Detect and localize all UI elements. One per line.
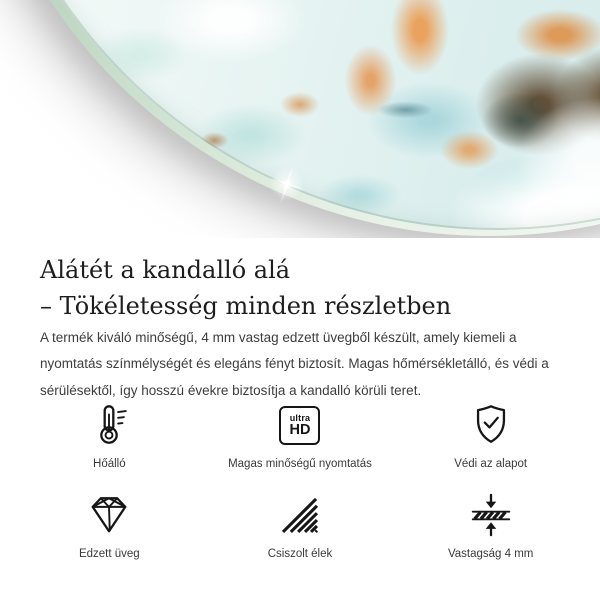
ultra-hd-icon (279, 402, 320, 448)
feature-heat-resistant (14, 402, 205, 470)
feature-polished-edges (205, 492, 396, 560)
diamond-icon (86, 492, 132, 538)
thermometer-icon (86, 402, 132, 448)
ultra-hd-badge-top: ultra (289, 412, 311, 423)
shield-check-icon (468, 402, 514, 448)
feature-protects-base (395, 402, 586, 470)
product-photo (0, 0, 600, 238)
feature-label: Hőálló (93, 458, 126, 470)
feature-label: Védi az alapot (454, 458, 528, 470)
feature-thickness-4mm (395, 492, 586, 560)
feature-label: Vastagság 4 mm (447, 548, 534, 560)
product-description-text: A termék kiváló minőségű, 4 mm vastag edzett üvegből készült, amely kiemeli a nyomtatás színmélységét és elegáns fényt biztosít. Magas hőmérsékletálló, és védi a sérülésektől, így hosszú évekre biztosítja a kandalló körüli teret. (40, 329, 549, 398)
page-title (40, 252, 570, 324)
feature-high-quality-print (205, 402, 396, 470)
polished-edges-icon (278, 492, 322, 538)
feature-label: Csiszolt élek (267, 548, 333, 560)
feature-tempered-glass (14, 492, 205, 560)
thickness-icon (468, 492, 514, 538)
ultra-hd-badge-bottom: HD (289, 421, 311, 438)
feature-grid (14, 402, 586, 560)
page-title-line2: – Tökéletesség minden részletben (40, 292, 452, 321)
feature-label: Magas minőségű nyomtatás (228, 458, 372, 470)
page-title-line1: Alátét a kandalló alá (40, 256, 291, 285)
feature-label: Edzett üveg (78, 548, 140, 560)
